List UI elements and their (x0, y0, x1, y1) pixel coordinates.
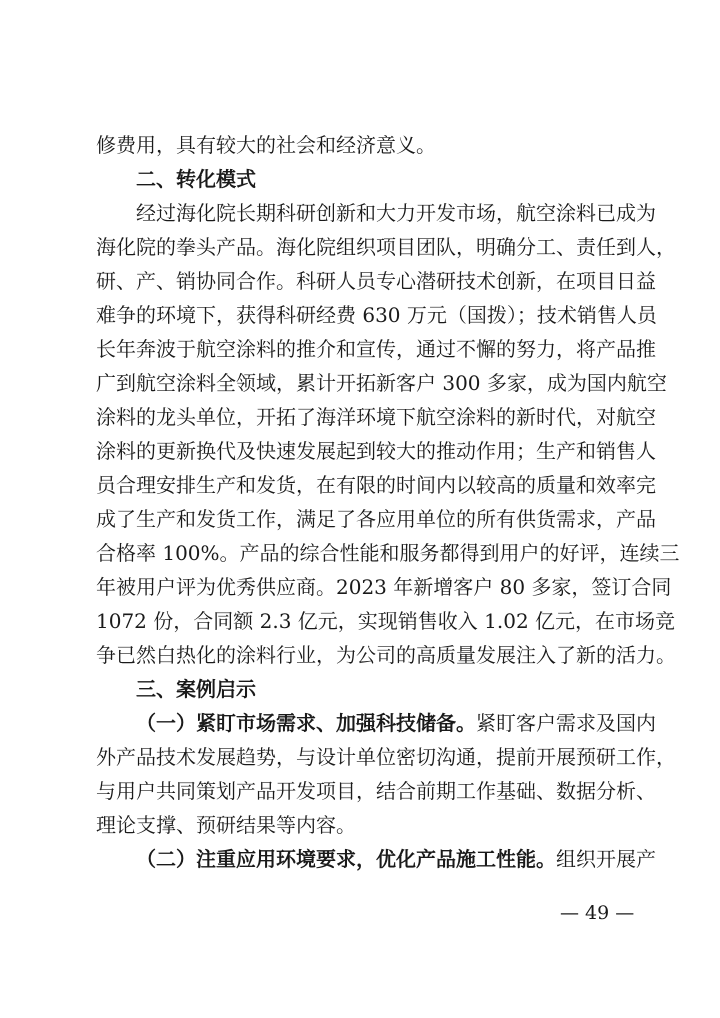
text-line: 难争的环境下，获得科研经费 630 万元（国拨）；技术销售人员 (96, 303, 657, 327)
text-line: 理论支撑、预研结果等内容。 (96, 813, 356, 837)
text-line: 与用户共同策划产品开发项目，结合前期工作基础、数据分析、 (96, 779, 656, 803)
text-line (96, 706, 656, 740)
text-line: 海化院的拳头产品。海化院组织项目团队，明确分工、责任到人， (96, 235, 676, 259)
page-number: — 49 — (560, 902, 635, 924)
text-line: 长年奔波于航空涂料的推介和宣传，通过不懈的努力，将产品推 (96, 337, 656, 361)
text-line: 成了生产和发货工作，满足了各应用单位的所有供货需求，产品 (96, 507, 656, 531)
text-line: 争已然白热化的涂料行业，为公司的高质量发展注入了新的活力。 (96, 643, 676, 667)
text-line: 合格率 100%。产品的综合性能和服务都得到用户的好评，连续三 (96, 541, 680, 565)
subsection-title: （一）紧盯市场需求、加强科技储备。 (136, 711, 476, 735)
text-line: 修费用，具有较大的社会和经济意义。 (96, 133, 436, 157)
text-line: 涂料的龙头单位，开拓了海洋环境下航空涂料的新时代，对航空 (96, 405, 656, 429)
text-run: 组织开展产 (556, 847, 656, 871)
body-text (96, 128, 680, 876)
text-line: 员合理安排生产和发货，在有限的时间内以较高的质量和效率完 (96, 473, 656, 497)
text-line: 研、产、销协同合作。科研人员专心潜研技术创新，在项目日益 (96, 269, 656, 293)
text-line: 1072 份，合同额 2.3 亿元，实现销售收入 1.02 亿元，在市场竞 (96, 609, 676, 633)
subsection-title: （二）注重应用环境要求，优化产品施工性能。 (136, 847, 556, 871)
text-line: 经过海化院长期科研创新和大力开发市场，航空涂料已成为 (136, 201, 656, 225)
text-run: 紧盯客户需求及国内 (476, 711, 656, 735)
section-heading: 三、案例启示 (136, 677, 256, 701)
text-line: 涂料的更新换代及快速发展起到较大的推动作用；生产和销售人 (96, 439, 656, 463)
text-line (96, 842, 656, 876)
text-line: 广到航空涂料全领域，累计开拓新客户 300 多家，成为国内航空 (96, 371, 667, 395)
section-heading: 二、转化模式 (136, 167, 256, 191)
text-line: 外产品技术发展趋势，与设计单位密切沟通，提前开展预研工作， (96, 745, 676, 769)
text-line: 年被用户评为优秀供应商。2023 年新增客户 80 多家，签订合同 (96, 575, 672, 599)
